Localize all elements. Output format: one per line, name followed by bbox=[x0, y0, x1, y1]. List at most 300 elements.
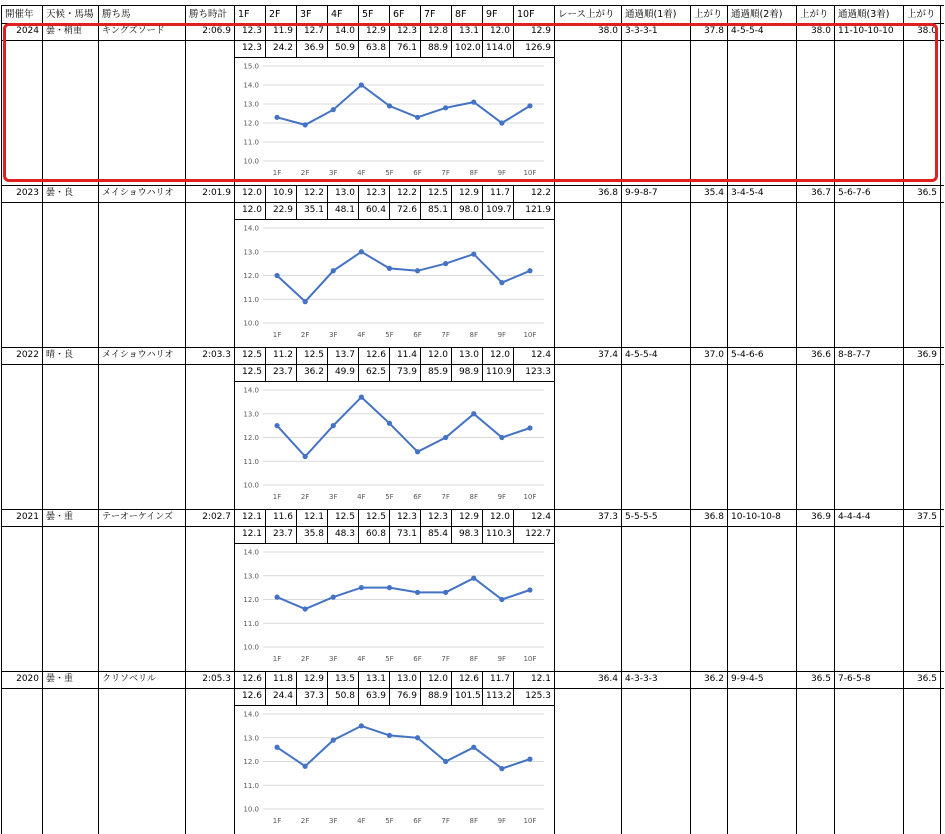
cell-passing-order-1st[interactable]: 3-3-3-1 bbox=[625, 26, 658, 36]
cell-condition[interactable]: 曇・重 bbox=[46, 512, 74, 522]
cell-lap-time[interactable]: 12.0 bbox=[427, 350, 448, 360]
column-header[interactable]: 上がり bbox=[800, 9, 829, 20]
y-tick-label: 10.0 bbox=[243, 643, 259, 652]
cell-cumulative-time[interactable]: 12.6 bbox=[241, 691, 262, 701]
cell-cumulative-time[interactable]: 24.4 bbox=[272, 691, 293, 701]
cell-cumulative-time[interactable]: 113.2 bbox=[486, 691, 512, 701]
cell-cumulative-time[interactable]: 109.7 bbox=[486, 205, 512, 215]
column-border bbox=[1, 185, 2, 347]
x-tick-label: 10F bbox=[523, 169, 537, 177]
column-border bbox=[1, 671, 2, 834]
header-column-border bbox=[358, 5, 359, 23]
x-tick-label: 5F bbox=[385, 655, 394, 663]
cell-lap-time[interactable]: 11.8 bbox=[272, 674, 293, 684]
column-border bbox=[451, 347, 452, 381]
column-border bbox=[621, 509, 622, 671]
x-tick-label: 10F bbox=[523, 493, 537, 501]
cell-condition[interactable]: 曇・重 bbox=[46, 674, 74, 684]
x-tick-label: 1F bbox=[272, 655, 282, 663]
header-column-border bbox=[482, 5, 483, 23]
x-tick-label: 5F bbox=[385, 817, 394, 825]
cell-year[interactable]: 2020 bbox=[16, 674, 39, 684]
cell-cumulative-time[interactable]: 60.4 bbox=[365, 205, 386, 215]
data-point bbox=[303, 606, 308, 611]
cell-lap-time[interactable]: 13.0 bbox=[334, 188, 355, 198]
data-point bbox=[527, 425, 532, 430]
column-header[interactable]: 7F bbox=[424, 9, 436, 20]
data-point bbox=[331, 268, 336, 273]
cell-year[interactable]: 2021 bbox=[16, 512, 39, 522]
column-header[interactable]: 上がり bbox=[694, 9, 723, 20]
column-header[interactable]: 9F bbox=[486, 9, 498, 20]
cell-time[interactable]: 2:03.3 bbox=[202, 350, 231, 360]
cell-lap-time[interactable]: 12.5 bbox=[241, 350, 262, 360]
column-border bbox=[903, 185, 904, 347]
cell-cumulative-time[interactable]: 110.3 bbox=[486, 529, 512, 539]
cell-lap-time[interactable]: 14.0 bbox=[334, 26, 355, 36]
cell-lap-time[interactable]: 12.9 bbox=[303, 674, 324, 684]
cell-cumulative-time[interactable]: 73.9 bbox=[396, 367, 417, 377]
cell-lap-time[interactable]: 12.4 bbox=[530, 350, 551, 360]
cell-cumulative-time[interactable]: 35.8 bbox=[303, 529, 324, 539]
data-point bbox=[359, 395, 364, 400]
cell-lap-time[interactable]: 11.7 bbox=[489, 674, 510, 684]
data-point bbox=[303, 454, 308, 459]
cell-condition[interactable]: 曇・稍重 bbox=[46, 26, 83, 36]
cell-condition[interactable]: 曇・良 bbox=[46, 188, 74, 198]
cell-lap-time[interactable]: 12.9 bbox=[458, 512, 479, 522]
cell-cumulative-time[interactable]: 23.7 bbox=[272, 367, 293, 377]
column-border bbox=[358, 185, 359, 219]
column-border bbox=[513, 185, 514, 219]
cell-last3f-3rd[interactable]: 36.9 bbox=[916, 350, 937, 360]
header-column-border bbox=[420, 5, 421, 23]
column-header[interactable]: 通過順(1着) bbox=[625, 9, 677, 20]
cell-lap-time[interactable]: 12.5 bbox=[365, 512, 386, 522]
y-tick-label: 11.0 bbox=[243, 295, 259, 304]
column-border bbox=[940, 671, 941, 834]
cell-cumulative-time[interactable]: 12.1 bbox=[241, 529, 262, 539]
x-tick-label: 7F bbox=[441, 331, 450, 339]
cell-last3f-1st[interactable]: 37.0 bbox=[703, 350, 724, 360]
cell-cumulative-time[interactable]: 98.0 bbox=[458, 205, 479, 215]
cell-cumulative-time[interactable]: 62.5 bbox=[365, 367, 386, 377]
data-point bbox=[274, 595, 279, 600]
cell-lap-time[interactable]: 12.9 bbox=[365, 26, 386, 36]
cell-cumulative-time[interactable]: 48.1 bbox=[334, 205, 355, 215]
cell-cumulative-time[interactable]: 85.9 bbox=[427, 367, 448, 377]
cell-cumulative-time[interactable]: 37.3 bbox=[303, 691, 324, 701]
cell-lap-time[interactable]: 12.6 bbox=[458, 674, 479, 684]
cell-lap-time[interactable]: 10.9 bbox=[272, 188, 293, 198]
cell-lap-time[interactable]: 11.9 bbox=[272, 26, 293, 36]
column-border bbox=[940, 509, 941, 671]
column-header[interactable]: 8F bbox=[455, 9, 467, 20]
cell-lap-time[interactable]: 12.1 bbox=[530, 674, 551, 684]
cell-lap-time[interactable]: 13.1 bbox=[365, 674, 386, 684]
column-border bbox=[690, 185, 691, 347]
y-tick-label: 11.0 bbox=[243, 619, 259, 628]
column-border bbox=[621, 347, 622, 509]
cell-cumulative-time[interactable]: 125.3 bbox=[525, 691, 551, 701]
cell-cumulative-time[interactable]: 73.1 bbox=[396, 529, 417, 539]
cell-passing-order-1st[interactable]: 9-9-8-7 bbox=[625, 188, 658, 198]
column-border bbox=[389, 509, 390, 543]
x-tick-label: 1F bbox=[272, 493, 282, 501]
cell-lap-time[interactable]: 13.1 bbox=[458, 26, 479, 36]
y-tick-label: 13.0 bbox=[243, 248, 259, 257]
x-tick-label: 6F bbox=[413, 817, 422, 825]
x-tick-label: 1F bbox=[272, 331, 282, 339]
x-tick-label: 4F bbox=[357, 169, 366, 177]
column-border bbox=[98, 671, 99, 834]
cell-lap-time[interactable]: 12.2 bbox=[530, 188, 551, 198]
cell-passing-order-3rd[interactable]: 7-6-5-8 bbox=[838, 674, 871, 684]
data-point bbox=[274, 273, 279, 278]
column-border bbox=[185, 509, 186, 671]
x-tick-label: 1F bbox=[272, 169, 282, 177]
column-border bbox=[796, 347, 797, 509]
cell-lap-time[interactable]: 12.3 bbox=[396, 26, 417, 36]
column-border bbox=[358, 509, 359, 543]
column-border bbox=[940, 185, 941, 347]
column-border bbox=[265, 347, 266, 381]
cell-last3f-3rd[interactable]: 37.5 bbox=[916, 512, 937, 522]
x-tick-label: 8F bbox=[469, 817, 478, 825]
header-column-border bbox=[690, 5, 691, 23]
cell-cumulative-time[interactable]: 22.9 bbox=[272, 205, 293, 215]
cell-cumulative-time[interactable]: 88.9 bbox=[427, 691, 448, 701]
cell-time[interactable]: 2:01.9 bbox=[202, 188, 231, 198]
cell-race-last3f[interactable]: 36.8 bbox=[597, 188, 618, 198]
x-tick-label: 5F bbox=[385, 493, 394, 501]
cell-race-last3f[interactable]: 37.4 bbox=[597, 350, 618, 360]
x-tick-label: 9F bbox=[497, 169, 507, 177]
column-border bbox=[796, 671, 797, 834]
x-tick-label: 1F bbox=[272, 817, 282, 825]
x-tick-label: 4F bbox=[357, 331, 366, 339]
cell-cumulative-time[interactable]: 101.5 bbox=[455, 691, 481, 701]
column-header[interactable]: 通過順(2着) bbox=[731, 9, 783, 20]
lap-time-chart bbox=[235, 544, 554, 669]
y-tick-label: 12.0 bbox=[243, 596, 259, 604]
cell-lap-time[interactable]: 12.5 bbox=[303, 350, 324, 360]
column-border bbox=[265, 185, 266, 219]
cell-lap-time[interactable]: 12.0 bbox=[489, 350, 510, 360]
cell-lap-time[interactable]: 11.6 bbox=[272, 512, 293, 522]
cell-lap-time[interactable]: 12.3 bbox=[396, 512, 417, 522]
column-header[interactable]: 3F bbox=[300, 9, 312, 20]
cell-lap-time[interactable]: 12.2 bbox=[396, 188, 417, 198]
cell-cumulative-time[interactable]: 98.3 bbox=[458, 529, 479, 539]
cell-lap-time[interactable]: 12.0 bbox=[427, 674, 448, 684]
x-tick-label: 9F bbox=[497, 817, 507, 825]
cell-lap-time[interactable]: 13.5 bbox=[334, 674, 355, 684]
cell-last3f-2nd[interactable]: 36.9 bbox=[810, 512, 831, 522]
data-point bbox=[499, 766, 504, 771]
data-point bbox=[274, 745, 279, 750]
data-point bbox=[443, 435, 448, 440]
cell-lap-time[interactable]: 12.4 bbox=[530, 512, 551, 522]
cell-last3f-2nd[interactable]: 36.6 bbox=[810, 350, 831, 360]
cell-cumulative-time[interactable]: 123.3 bbox=[525, 367, 551, 377]
cell-lap-time[interactable]: 12.5 bbox=[427, 188, 448, 198]
x-tick-label: 3F bbox=[329, 493, 338, 501]
column-header[interactable]: 勝ち馬 bbox=[102, 9, 131, 20]
column-header[interactable]: 天候・馬場 bbox=[46, 9, 94, 20]
cell-last3f-1st[interactable]: 35.4 bbox=[703, 188, 724, 198]
cell-last3f-1st[interactable]: 36.2 bbox=[703, 674, 724, 684]
data-point bbox=[303, 299, 308, 304]
y-tick-label: 12.0 bbox=[243, 272, 259, 280]
cell-cumulative-time[interactable]: 126.9 bbox=[525, 43, 551, 53]
cell-passing-order-2nd[interactable]: 10-10-10-8 bbox=[731, 512, 781, 522]
cell-cumulative-time[interactable]: 114.0 bbox=[486, 43, 512, 53]
cell-last3f-2nd[interactable]: 36.5 bbox=[810, 674, 831, 684]
column-header[interactable]: 5F bbox=[362, 9, 374, 20]
cell-lap-time[interactable]: 12.3 bbox=[365, 188, 386, 198]
cell-cumulative-time[interactable]: 76.9 bbox=[396, 691, 417, 701]
x-tick-label: 7F bbox=[441, 169, 450, 177]
highlight-frame bbox=[3, 23, 938, 182]
cell-lap-time[interactable]: 11.2 bbox=[272, 350, 293, 360]
column-border bbox=[327, 509, 328, 543]
y-tick-label: 14.0 bbox=[243, 548, 259, 557]
cell-lap-time[interactable]: 12.1 bbox=[241, 512, 262, 522]
cell-lap-time[interactable]: 12.6 bbox=[365, 350, 386, 360]
y-tick-label: 11.0 bbox=[243, 138, 259, 147]
column-border bbox=[451, 185, 452, 219]
cell-lap-time[interactable]: 12.9 bbox=[530, 26, 551, 36]
cell-lap-time[interactable]: 12.3 bbox=[427, 512, 448, 522]
y-tick-label: 12.0 bbox=[243, 119, 259, 128]
cell-lap-time[interactable]: 11.4 bbox=[396, 350, 417, 360]
y-tick-label: 10.0 bbox=[243, 157, 259, 166]
column-border bbox=[42, 185, 43, 347]
cell-passing-order-1st[interactable]: 5-5-5-5 bbox=[625, 512, 658, 522]
cell-cumulative-time[interactable]: 36.9 bbox=[303, 43, 324, 53]
cell-condition[interactable]: 晴・良 bbox=[46, 350, 74, 360]
cell-cumulative-time[interactable]: 98.9 bbox=[458, 367, 479, 377]
cell-lap-time[interactable]: 13.7 bbox=[334, 350, 355, 360]
column-border bbox=[482, 185, 483, 219]
cell-year[interactable]: 2022 bbox=[16, 350, 39, 360]
cell-time[interactable]: 2:02.7 bbox=[202, 512, 231, 522]
cell-lap-time[interactable]: 12.9 bbox=[458, 188, 479, 198]
cell-passing-order-2nd[interactable]: 5-4-6-6 bbox=[731, 350, 764, 360]
cell-cumulative-time[interactable]: 35.1 bbox=[303, 205, 324, 215]
cell-cumulative-time[interactable]: 85.1 bbox=[427, 205, 448, 215]
column-border bbox=[327, 185, 328, 219]
cell-passing-order-1st[interactable]: 4-3-3-3 bbox=[625, 674, 658, 684]
header-column-border bbox=[1, 5, 2, 23]
cell-cumulative-time[interactable]: 36.2 bbox=[303, 367, 324, 377]
cell-lap-time[interactable]: 12.0 bbox=[241, 188, 262, 198]
header-column-border bbox=[554, 5, 555, 23]
cell-year[interactable]: 2023 bbox=[16, 188, 39, 198]
data-point bbox=[303, 764, 308, 769]
lap-time-chart bbox=[235, 706, 554, 831]
lap-time-chart bbox=[235, 382, 554, 507]
cell-winner[interactable]: クリソベリル bbox=[102, 674, 157, 684]
cell-winner[interactable]: メイショウハリオ bbox=[102, 350, 174, 360]
x-tick-label: 6F bbox=[413, 169, 422, 177]
cell-last3f-3rd[interactable]: 38.0 bbox=[916, 26, 937, 36]
column-border bbox=[42, 509, 43, 671]
cell-lap-time[interactable]: 12.7 bbox=[303, 26, 324, 36]
header-column-border bbox=[940, 5, 941, 23]
data-point bbox=[415, 590, 420, 595]
cell-cumulative-time[interactable]: 88.9 bbox=[427, 43, 448, 53]
column-border bbox=[727, 347, 728, 509]
cell-race-last3f[interactable]: 37.3 bbox=[597, 512, 618, 522]
cell-time[interactable]: 2:05.3 bbox=[202, 674, 231, 684]
cell-winner[interactable]: キングズソード bbox=[102, 26, 165, 36]
column-header[interactable]: 勝ち時計 bbox=[189, 9, 228, 20]
cell-last3f-1st[interactable]: 37.8 bbox=[703, 26, 724, 36]
column-border bbox=[727, 509, 728, 671]
cell-cumulative-time[interactable]: 50.9 bbox=[334, 43, 355, 53]
column-border bbox=[185, 671, 186, 834]
cell-race-last3f[interactable]: 38.0 bbox=[597, 26, 618, 36]
header-column-border bbox=[296, 5, 297, 23]
header-column-border bbox=[98, 5, 99, 23]
cell-cumulative-time[interactable]: 110.9 bbox=[486, 367, 512, 377]
cell-passing-order-2nd[interactable]: 9-9-4-5 bbox=[731, 674, 764, 684]
cell-cumulative-time[interactable]: 12.0 bbox=[241, 205, 262, 215]
cell-cumulative-time[interactable]: 122.7 bbox=[525, 529, 551, 539]
column-border bbox=[690, 509, 691, 671]
column-border bbox=[796, 509, 797, 671]
column-border bbox=[420, 185, 421, 219]
cell-cumulative-time[interactable]: 24.2 bbox=[272, 43, 293, 53]
x-tick-label: 7F bbox=[441, 655, 450, 663]
cell-time[interactable]: 2:06.9 bbox=[202, 26, 231, 36]
cell-lap-time[interactable]: 12.3 bbox=[241, 26, 262, 36]
data-point bbox=[274, 423, 279, 428]
data-point bbox=[499, 597, 504, 602]
column-header[interactable]: 1F bbox=[238, 9, 250, 20]
column-header[interactable]: 4F bbox=[331, 9, 343, 20]
cell-lap-time[interactable]: 12.1 bbox=[303, 512, 324, 522]
column-border bbox=[98, 347, 99, 509]
column-header[interactable]: レース上がり bbox=[558, 9, 615, 20]
column-header[interactable]: 2F bbox=[269, 9, 281, 20]
series-line bbox=[277, 397, 530, 456]
cell-cumulative-time[interactable]: 49.9 bbox=[334, 367, 355, 377]
cell-passing-order-1st[interactable]: 4-5-5-4 bbox=[625, 350, 658, 360]
x-tick-label: 2F bbox=[300, 331, 310, 339]
x-tick-label: 9F bbox=[497, 655, 507, 663]
y-tick-label: 14.0 bbox=[243, 710, 259, 719]
cell-passing-order-3rd[interactable]: 11-10-10-10 bbox=[838, 26, 894, 36]
cell-lap-time[interactable]: 13.0 bbox=[396, 674, 417, 684]
column-border bbox=[358, 347, 359, 381]
cell-lap-time[interactable]: 12.5 bbox=[334, 512, 355, 522]
column-border bbox=[903, 347, 904, 509]
column-header[interactable]: 上がり bbox=[907, 9, 936, 20]
cell-lap-time[interactable]: 12.2 bbox=[303, 188, 324, 198]
cell-last3f-3rd[interactable]: 36.5 bbox=[916, 674, 937, 684]
column-border bbox=[513, 509, 514, 543]
y-tick-label: 12.0 bbox=[243, 434, 259, 442]
cell-passing-order-3rd[interactable]: 5-6-7-6 bbox=[838, 188, 871, 198]
series-line bbox=[277, 578, 530, 609]
cell-last3f-2nd[interactable]: 36.7 bbox=[810, 188, 831, 198]
cell-cumulative-time[interactable]: 76.1 bbox=[396, 43, 417, 53]
column-border bbox=[554, 347, 555, 509]
cell-cumulative-time[interactable]: 85.4 bbox=[427, 529, 448, 539]
x-tick-label: 10F bbox=[523, 817, 537, 825]
cell-cumulative-time[interactable]: 63.9 bbox=[365, 691, 386, 701]
cell-passing-order-2nd[interactable]: 3-4-5-4 bbox=[731, 188, 764, 198]
cell-last3f-1st[interactable]: 36.8 bbox=[703, 512, 724, 522]
cell-lap-time[interactable]: 11.7 bbox=[489, 188, 510, 198]
x-tick-label: 10F bbox=[523, 655, 537, 663]
cell-cumulative-time[interactable]: 12.3 bbox=[241, 43, 262, 53]
cell-cumulative-time[interactable]: 72.6 bbox=[396, 205, 417, 215]
cell-cumulative-time[interactable]: 12.5 bbox=[241, 367, 262, 377]
cell-cumulative-time[interactable]: 60.8 bbox=[365, 529, 386, 539]
column-border bbox=[903, 671, 904, 834]
cell-lap-time[interactable]: 13.0 bbox=[458, 350, 479, 360]
header-column-border bbox=[513, 5, 514, 23]
y-tick-label: 10.0 bbox=[243, 805, 259, 814]
data-point bbox=[471, 576, 476, 581]
cell-last3f-3rd[interactable]: 36.5 bbox=[916, 188, 937, 198]
cell-lap-time[interactable]: 12.0 bbox=[489, 512, 510, 522]
column-border bbox=[265, 671, 266, 705]
cell-race-last3f[interactable]: 36.4 bbox=[597, 674, 618, 684]
x-tick-label: 7F bbox=[441, 817, 450, 825]
cell-lap-time[interactable]: 12.6 bbox=[241, 674, 262, 684]
column-header[interactable]: 通過順(3着) bbox=[838, 9, 890, 20]
cell-lap-time[interactable]: 12.8 bbox=[427, 26, 448, 36]
cell-passing-order-3rd[interactable]: 8-8-7-7 bbox=[838, 350, 871, 360]
cell-lap-time[interactable]: 12.0 bbox=[489, 26, 510, 36]
cell-cumulative-time[interactable]: 121.9 bbox=[525, 205, 551, 215]
column-border bbox=[513, 671, 514, 705]
cell-passing-order-3rd[interactable]: 4-4-4-4 bbox=[838, 512, 871, 522]
cell-cumulative-time[interactable]: 23.7 bbox=[272, 529, 293, 539]
header-column-border bbox=[834, 5, 835, 23]
column-header[interactable]: 開催年 bbox=[5, 9, 34, 20]
column-border bbox=[621, 671, 622, 834]
cell-passing-order-2nd[interactable]: 4-5-5-4 bbox=[731, 26, 764, 36]
header-column-border bbox=[185, 5, 186, 23]
column-header[interactable]: 10F bbox=[517, 9, 535, 20]
cell-year[interactable]: 2024 bbox=[16, 26, 39, 36]
cell-cumulative-time[interactable]: 50.8 bbox=[334, 691, 355, 701]
column-border bbox=[420, 671, 421, 705]
column-border bbox=[451, 671, 452, 705]
cell-winner[interactable]: テーオーケインズ bbox=[102, 512, 173, 522]
series-line bbox=[277, 726, 530, 769]
column-border bbox=[482, 347, 483, 381]
column-border bbox=[727, 671, 728, 834]
cell-cumulative-time[interactable]: 102.0 bbox=[455, 43, 481, 53]
data-point bbox=[331, 595, 336, 600]
cell-cumulative-time[interactable]: 63.8 bbox=[365, 43, 386, 53]
y-tick-label: 13.0 bbox=[243, 410, 259, 419]
cell-last3f-2nd[interactable]: 38.0 bbox=[810, 26, 831, 36]
data-point bbox=[415, 449, 420, 454]
cell-winner[interactable]: メイショウハリオ bbox=[102, 188, 174, 198]
cell-cumulative-time[interactable]: 48.3 bbox=[334, 529, 355, 539]
data-point bbox=[359, 723, 364, 728]
column-header[interactable]: 6F bbox=[393, 9, 405, 20]
x-tick-label: 8F bbox=[469, 493, 478, 501]
